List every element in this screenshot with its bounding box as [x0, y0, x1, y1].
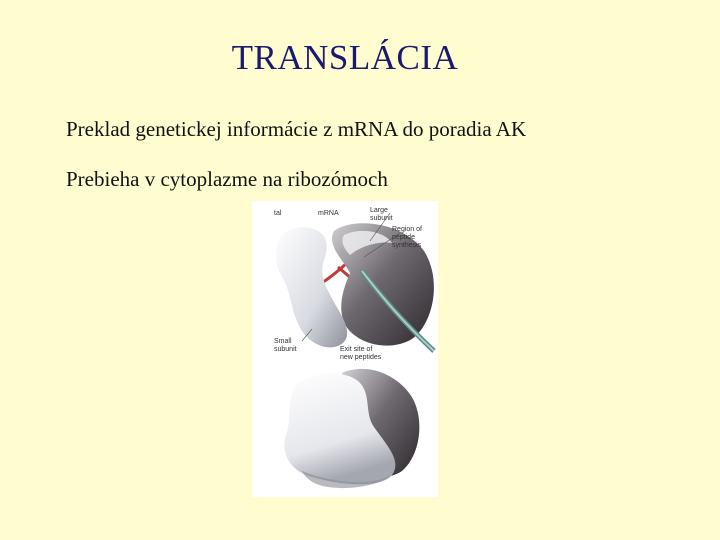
- large-subunit-label-1: Large: [370, 207, 388, 214]
- peptide-region-label-3: synthesis: [392, 242, 422, 249]
- ribosome-illustration: [252, 201, 438, 497]
- slide-title: TRANSLÁCIA: [231, 38, 459, 77]
- exit-site-label-1: Exit site of: [340, 346, 373, 353]
- exit-site-label-2: new peptides: [340, 354, 382, 361]
- mrna-label: mRNA: [318, 210, 339, 217]
- bullet-translation-definition: Preklad genetickej informácie z mRNA do poradia AK: [66, 117, 527, 141]
- peptide-region-label-1: Region of: [392, 226, 422, 233]
- large-subunit-label-2: subunit: [370, 215, 393, 222]
- trna-label: tal: [274, 210, 282, 217]
- small-subunit-label-2: subunit: [274, 346, 297, 353]
- small-subunit-label-1: Small: [274, 338, 292, 345]
- peptide-region-label-2: peptide: [392, 234, 415, 241]
- bullet-translation-location: Prebieha v cytoplazme na ribozómoch: [66, 167, 388, 191]
- ribosome-drawing: [252, 201, 438, 497]
